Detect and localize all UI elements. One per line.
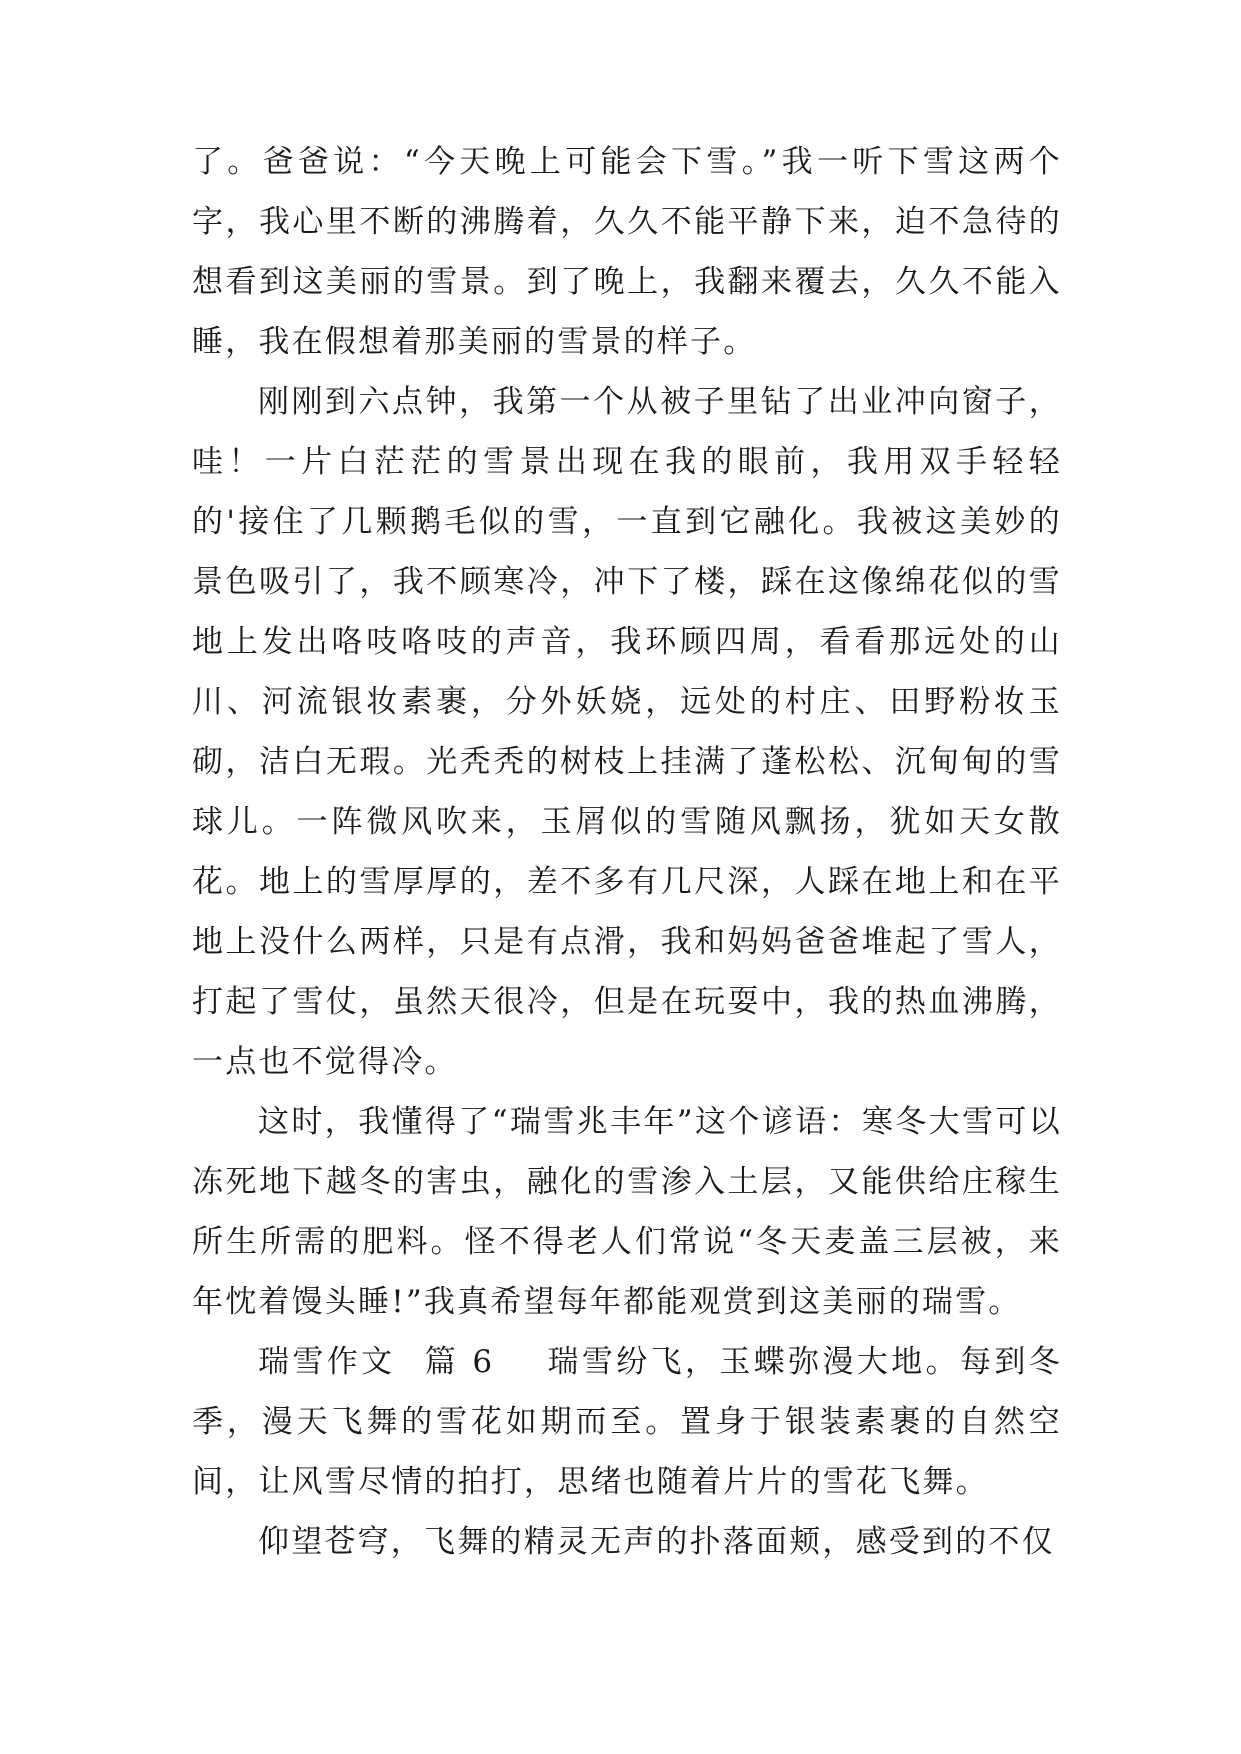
section-number: 篇 6 bbox=[423, 1344, 495, 1380]
section-paragraph bbox=[192, 1332, 1062, 1512]
document-page bbox=[192, 132, 1062, 1572]
section-title: 瑞雪作文 bbox=[258, 1344, 396, 1380]
paragraph-last: 仰望苍穹，飞舞的精灵无声的扑落面颊，感受到的不仅 bbox=[258, 1524, 1055, 1560]
section-heading bbox=[258, 1344, 546, 1380]
section-text: 瑞雪纷飞，玉蝶弥漫大地。每到冬季，漫天飞舞的雪花如期而至。置身于银装素裹的自然空间，让风雪尽情的拍打，思绪也随着片片的雪花飞舞。 bbox=[192, 1344, 1062, 1500]
paragraph-1: 了。爸爸说：“今天晚上可能会下雪。”我一听下雪这两个字，我心里不断的沸腾着，久久不能平静下来，迫不急待的想看到这美丽的雪景。到了晚上，我翻来覆去，久久不能入睡，我在假想着那美丽的雪景的样子。 bbox=[192, 144, 1062, 360]
paragraph-3: 这时，我懂得了“瑞雪兆丰年”这个谚语：寒冬大雪可以冻死地下越冬的害虫，融化的雪渗入土层，又能供给庄稼生所生所需的肥料。怪不得老人们常说“冬天麦盖三层被，来年忱着馒头睡!”我真希望每年都能观赏到这美丽的瑞雪。 bbox=[192, 1104, 1062, 1320]
paragraph-2: 刚刚到六点钟，我第一个从被子里钻了出业冲向窗子，哇！一片白茫茫的雪景出现在我的眼前，我用双手轻轻的'接住了几颗鹅毛似的雪，一直到它融化。我被这美妙的景色吸引了，我不顾寒冷，冲下了楼，踩在这像绵花似的雪地上发出咯吱咯吱的声音，我环顾四周，看看那远处的山川、河流银妆素裹，分外妖娆，远处的村庄、田野粉妆玉砌，洁白无瑕。光秃秃的树枝上挂满了蓬松松、沉甸甸的雪球儿。一阵微风吹来，玉屑似的雪随风飘扬，犹如天女散花。地上的雪厚厚的，差不多有几尺深，人踩在地上和在平地上没什么两样，只是有点滑，我和妈妈爸爸堆起了雪人，打起了雪仗，虽然天很冷，但是在玩耍中，我的热血沸腾，一点也不觉得冷。 bbox=[192, 384, 1062, 1080]
